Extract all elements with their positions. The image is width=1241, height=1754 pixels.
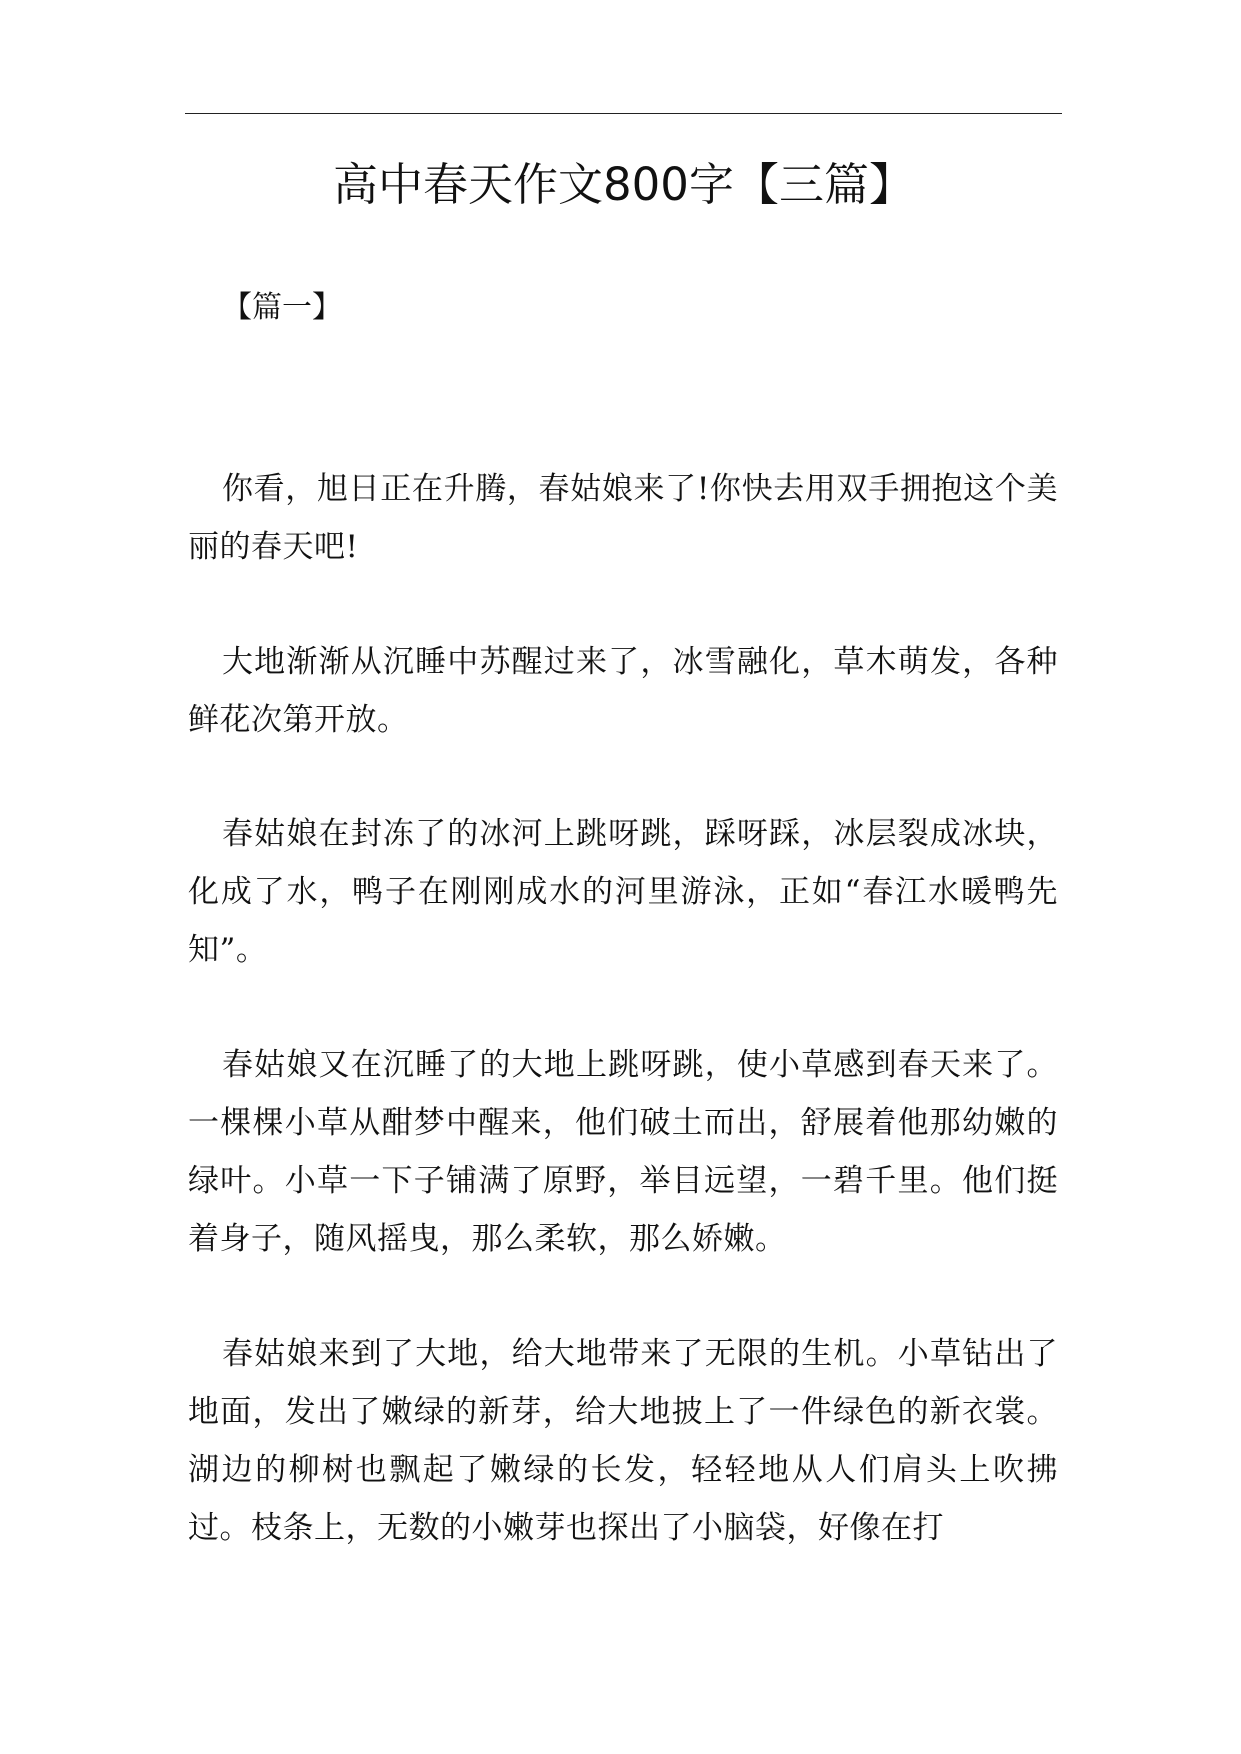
- section-heading: 【篇一】: [222, 290, 342, 325]
- paragraph-3: 春姑娘在封冻了的冰河上跳呀跳，踩呀踩，冰层裂成冰块，化成了水，鸭子在刚刚成水的河里游泳，正如“春江水暖鸭先知”。: [188, 816, 1058, 968]
- paragraph-4: 春姑娘又在沉睡了的大地上跳呀跳，使小草感到春天来了。一棵棵小草从酣梦中醒来，他们破土而出，舒展着他那幼嫩的绿叶。小草一下子铺满了原野，举目远望，一碧千里。他们挺着身子，随风摇曳，那么柔软，那么娇嫩。: [188, 1047, 1058, 1257]
- paragraph-5: 春姑娘来到了大地，给大地带来了无限的生机。小草钻出了地面，发出了嫩绿的新芽，给大地披上了一件绿色的新衣裳。湖边的柳树也飘起了嫩绿的长发，轻轻地从人们肩头上吹拂过。枝条上，无数的小嫩芽也探出了小脑袋，好像在打: [188, 1336, 1058, 1546]
- header-rule: [185, 113, 1062, 114]
- paragraph-2: 大地渐渐从沉睡中苏醒过来了，冰雪融化，草木萌发，各种鲜花次第开放。: [188, 644, 1058, 738]
- document-title: 高中春天作文800字【三篇】: [333, 158, 914, 211]
- paragraph-1: 你看，旭日正在升腾，春姑娘来了!你快去用双手拥抱这个美丽的春天吧!: [188, 471, 1058, 565]
